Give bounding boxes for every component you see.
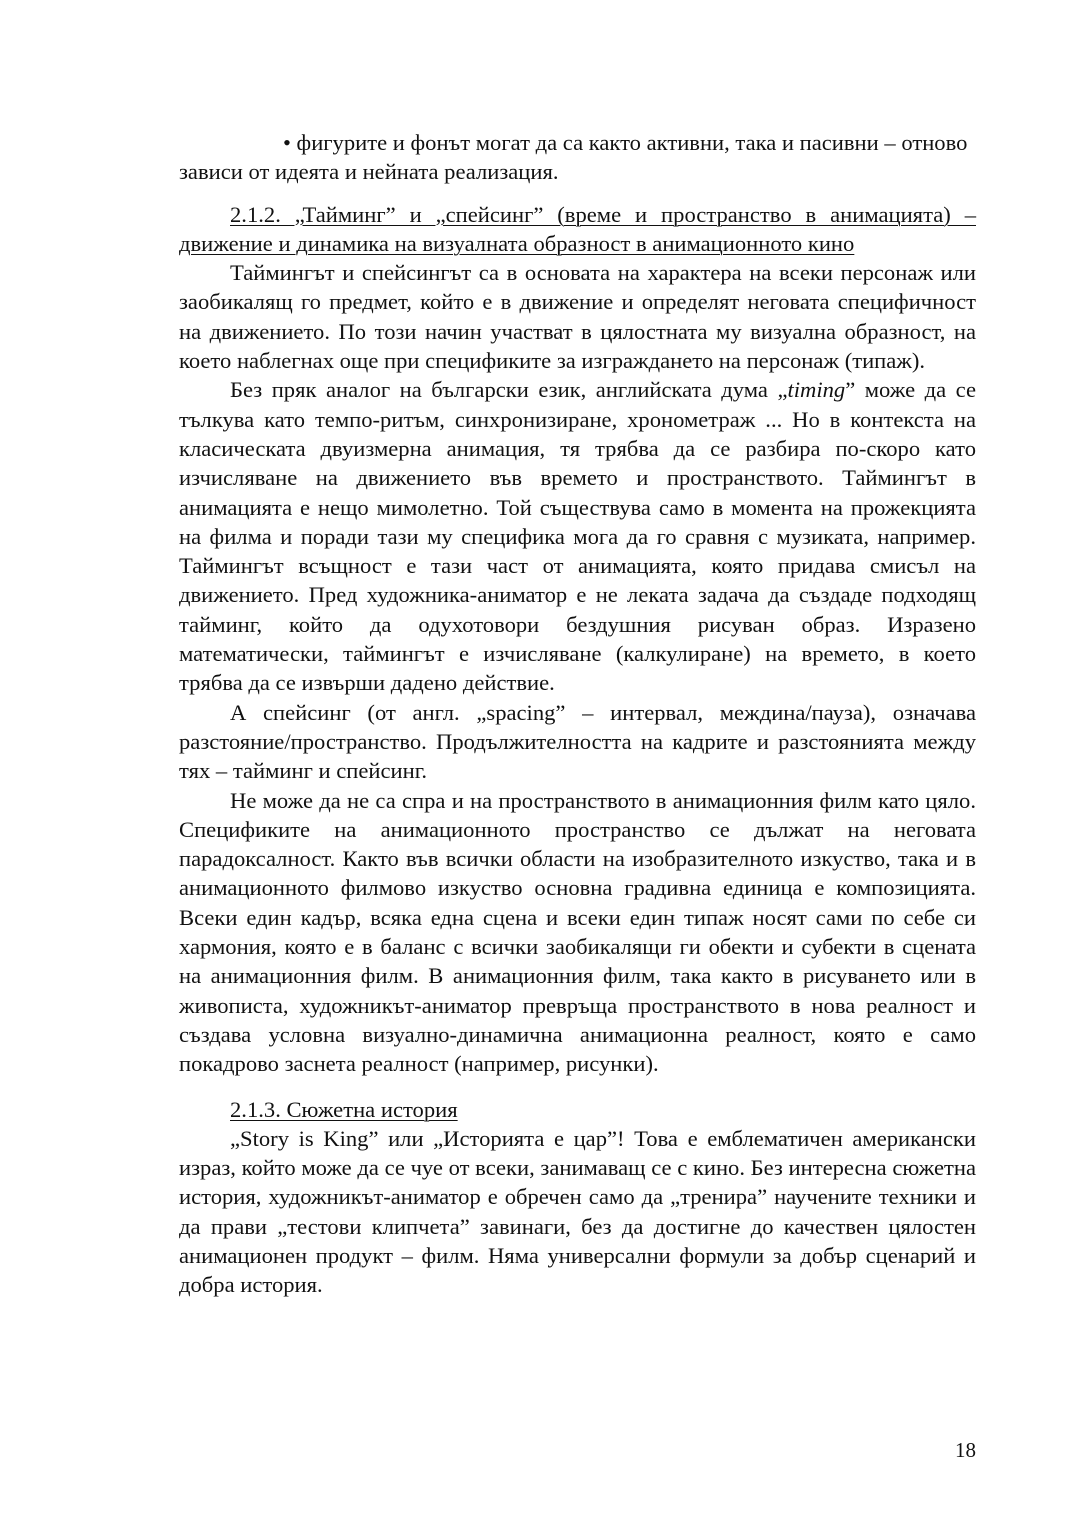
bullet-item: • фигурите и фонът могат да са както активни, така и пасивни – отново зависи от идеята и нейната реализация. — [179, 130, 968, 185]
text-segment: Без пряк аналог на български език, английската дума „ — [230, 377, 788, 403]
paragraph-timing-definition — [179, 375, 976, 697]
italic-term: timing — [787, 377, 846, 403]
text-segment: ” може да се тълкува като темпо-ритъм, синхронизиране, хронометраж ... Но в контекста на класическата двуизмерна анимация, тя трябва да се разбира по-скоро като изчисляване на движението във времето и пространството. Таймингът в анимацията е нещо мимолетно. Той съществува само в момента на прожекцията на филма и поради тази му специфика мога да го сравня с музиката, например. Таймингът всъщност е тази част от анимацията, която придава смисъл на движението. Пред художника-аниматор е не леката задача да създаде подходящ тайминг, който да одухотовори бездушния рисуван образ. Изразено математически, таймингът е изчисляване (калкулиране) на времето, в което трябва да се извърши дадено действие. — [179, 377, 976, 696]
paragraph-story-is-king: „Story is King” или „Историята е цар”! Това е емблематичен американски израз, който може да се чуе от всеки, занимаващ се с кино. Без интересна сюжетна история, художникът-аниматор е обречен само да „тренира” научените техники и да прави „тестови клипчета” завинаги, без да достигне до качествен цялостен анимационен продукт – филм. Няма универсални формули за добър сценарий и добра история. — [179, 1125, 976, 1298]
section-heading-2-1-2: 2.1.2. „Тайминг” и „спейсинг” (време и пространство в анимацията) – движение и динамика на визуалната образност в анимационното кино — [179, 201, 976, 256]
paragraph-timing-spacing-intro: Таймингът и спейсингът са в основата на характера на всеки персонаж или заобикалящ го предмет, който е в движение и определят неговата специфичност на движението. По този начин участват в цялостната му визуална образност, на което наблегнах още при спецификите за изграждането на персонаж (типаж). — [179, 260, 976, 374]
section-heading-2-1-3: 2.1.3. Сюжетна история — [230, 1096, 458, 1122]
paragraph-animation-space: Не може да не са спра и на пространството в анимационния филм като цяло. Спецификите на анимационното пространство се дължат на неговата парадоксалност. Както във всички области на изобразителното изкуство, така и в анимационното филмово изкуство основна градивна единица е композицията. Всеки един кадър, всяка една сцена и всеки един типаж носят сами по себе си хармония, която е в баланс с всички заобикалящи ги обекти и субекти в сцената на анимационния филм. В анимационния филм, така както в рисуването или в живописта, художникът-аниматор превръща пространството в нова реалност и създава условна визуално-динамична анимационна реалност, която е само покадрово заснета реалност (например, рисунки). — [179, 787, 976, 1077]
page-body — [179, 128, 976, 1300]
paragraph-spacing-definition: А спейсинг (от англ. „spacing” – интервал, междина/пауза), означава разстояние/пространство. Продължителността на кадрите и разстоянията между тях – тайминг и спейсинг. — [179, 699, 976, 784]
spacer — [179, 187, 976, 200]
spacer — [179, 1079, 976, 1095]
page-number: 18 — [955, 1438, 976, 1462]
